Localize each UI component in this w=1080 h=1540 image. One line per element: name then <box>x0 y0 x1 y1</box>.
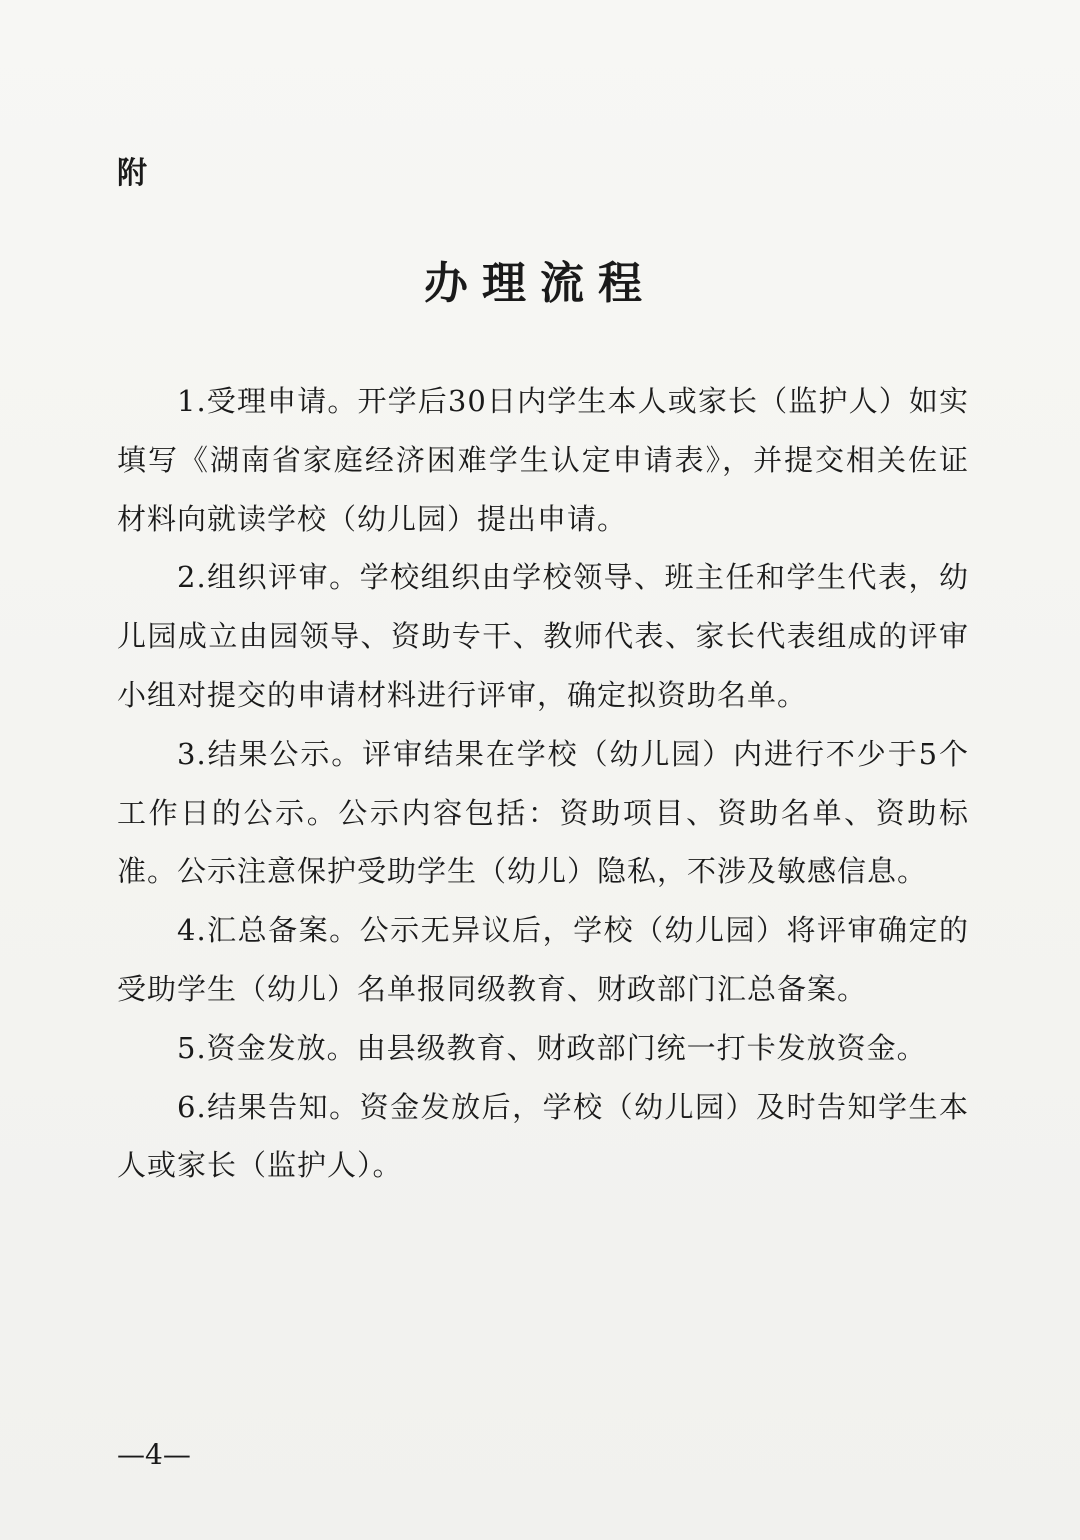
paragraph-step-6: 6.结果告知。资金发放后，学校（幼儿园）及时告知学生本人或家长（监护人）。 <box>117 1089 969 1183</box>
body-text <box>117 372 969 1195</box>
paragraph-step-2: 2.组织评审。学校组织由学校领导、班主任和学生代表，幼儿园成立由园领导、资助专干、教师代表、家长代表组成的评审小组对提交的申请材料进行评审，确定拟资助名单。 <box>117 560 969 712</box>
attachment-label: 附 <box>117 156 147 191</box>
paragraph-step-5: 5.资金发放。由县级教育、财政部门统一打卡发放资金。 <box>177 1030 927 1065</box>
paragraph-step-4: 4.汇总备案。公示无异议后，学校（幼儿园）将评审确定的受助学生（幼儿）名单报同级教育、财政部门汇总备案。 <box>117 913 969 1006</box>
paragraph-step-1: 1.受理申请。开学后30日内学生本人或家长（监护人）如实填写《湖南省家庭经济困难学生认定申请表》，并提交相关佐证材料向就读学校（幼儿园）提出申请。 <box>117 384 969 536</box>
page-title: 办理流程 <box>424 258 656 309</box>
paragraph-step-3: 3.结果公示。评审结果在学校（幼儿园）内进行不少于5个工作日的公示。公示内容包括：资助项目、资助名单、资助标准。公示注意保护受助学生（幼儿）隐私，不涉及敏感信息。 <box>117 736 969 889</box>
page-number: —4— <box>117 1438 191 1471</box>
